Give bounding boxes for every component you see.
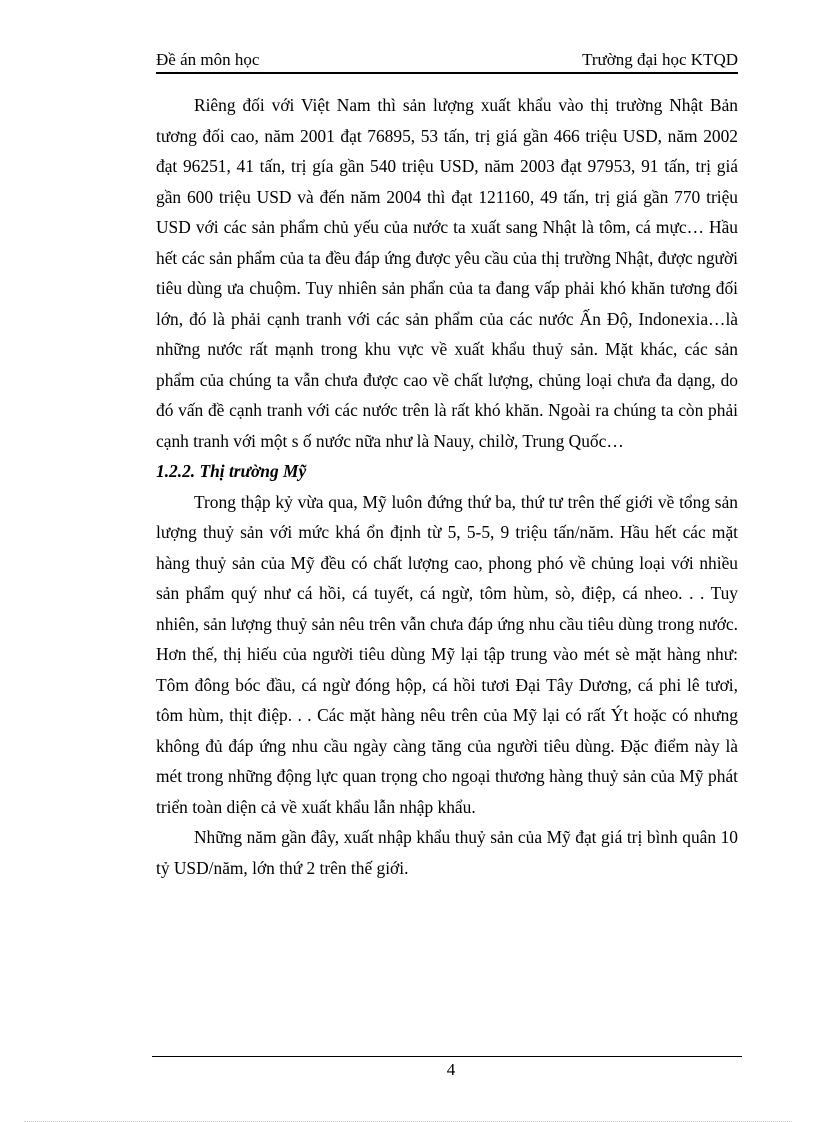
header-university: Trường đại học KTQD: [582, 50, 738, 69]
document-body: [156, 90, 738, 883]
page-number-text: 4: [446, 1060, 456, 1079]
paragraph-us-trade-value: Những năm gần đây, xuất nhập khẩu thuỷ sản của Mỹ đạt giá trị bình quân 10 tỷ USD/năm, lớn thứ 2 trên thế giới.: [156, 827, 738, 878]
page-number: [0, 1060, 816, 1080]
paragraph-us-production: Trong thập kỷ vừa qua, Mỹ luôn đứng thứ ba, thứ tư trên thế giới về tổng sản lượng thuỷ sản với mức khá ổn định từ 5, 5-5, 9 triệu tấn/năm. Hầu hết các mặt hàng thuỷ sản của Mỹ đều có chất lượng cao, phong phó về chủng loại với nhiều sản phẩm quý như cá hồi, cá tuyết, cá ngừ, tôm hùm, sò, điệp, cá nheo. . . Tuy nhiên, sản lượng thuỷ sản nêu trên vẫn chưa đáp ứng nhu cầu tiêu dùng trong nước. Hơn thế, thị hiếu của người tiêu dùng Mỹ lại tập trung vào mét sè mặt hàng như: Tôm đông bóc đầu, cá ngừ đóng hộp, cá hồi tươi Đại Tây Dương, cá phi lê tươi, tôm hùm, thịt điệp. . . Các mặt hàng nêu trên của Mỹ lại có rất Ýt hoặc có nhưng không đủ đáp ứng nhu cầu ngày càng tăng của người tiêu dùng. Đặc điểm này là mét trong những động lực quan trọng cho ngoại thương hàng thuỷ sản của Mỹ phát triển toàn diện cả về xuất khẩu lẫn nhập khẩu.: [156, 491, 738, 817]
footer-divider: [152, 1056, 742, 1057]
page-header: [156, 48, 738, 74]
header-course-title: Đề án môn học: [156, 50, 260, 69]
section-heading-us-market: 1.2.2. Thị trường Mỹ: [156, 461, 307, 481]
paragraph-vietnam-japan-exports: Riêng đối với Việt Nam thì sản lượng xuất khẩu vào thị trường Nhật Bản tương đối cao, năm 2001 đạt 76895, 53 tấn, trị giá gần 466 triệu USD, năm 2002 đạt 96251, 41 tấn, trị gía gần 540 triệu USD, năm 2003 đạt 97953, 91 tấn, trị giá gần 600 triệu USD và đến năm 2004 thì đạt 121160, 49 tấn, trị giá gần 770 triệu USD với các sản phẩm chủ yếu của nước ta xuất sang Nhật là tôm, cá mực… Hầu hết các sản phẩm của ta đều đáp ứng được yêu cầu của thị trường Nhật, được người tiêu dùng ưa chuộm. Tuy nhiên sản phẩn của ta đang vấp phải khó khăn tương đối lớn, đó là phải cạnh tranh với các sản phẩm của các nước Ấn Độ, Indonexia…là những nước rất mạnh trong khu vực về xuất khẩu thuỷ sản. Mặt khác, các sản phẩm của chúng ta vẫn chưa được cao về chất lượng, chủng loại chưa đa dạng, do đó vấn đề cạnh tranh với các nước trên là rất khó khăn. Ngoài ra chúng ta còn phải cạnh tranh với một s ố nước nữa như là Nauy, chilờ, Trung Quốc…: [156, 95, 738, 451]
page-bottom-border: [24, 1121, 792, 1122]
